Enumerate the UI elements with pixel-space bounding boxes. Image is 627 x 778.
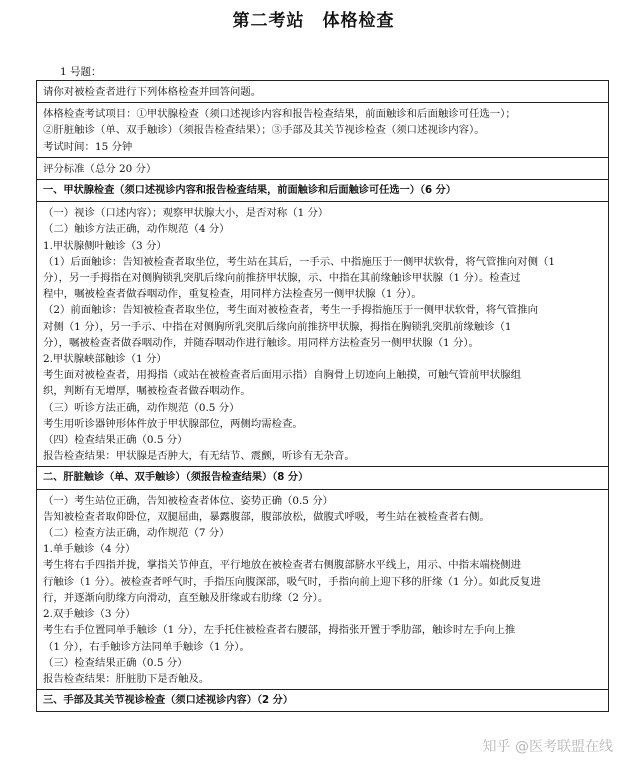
section-2-line: （二）检查方法正确，动作规范（7 分） <box>43 527 230 540</box>
section-2-line: 1.单手触诊（4 分） <box>43 543 136 556</box>
section-1-header <box>37 180 608 202</box>
section-2-body <box>37 490 608 690</box>
section-2-line: 告知被检查者取仰卧位，双腿屈曲，暴露腹部，腹部放松，做腹式呼吸，考生站在被检查者右侧。 <box>43 510 490 523</box>
exam-items-row <box>37 103 608 158</box>
section-2-header <box>37 467 608 489</box>
section-1-line: 程中，嘱被检查者做吞咽动作，重复检查，用同样方法检查另一侧甲状腺（1 分）。 <box>43 288 422 301</box>
section-2-line: 2.双手触诊（3 分） <box>43 608 136 621</box>
section-1-body <box>37 202 608 467</box>
section-1-line: 考生用听诊器钟形体件放于甲状腺部位，两侧均需检查。 <box>43 417 303 430</box>
intro-text: 请你对被检查者进行下列体格检查并回答问题。 <box>43 86 262 98</box>
section-1-line: （二）触诊方法正确，动作规范（4 分） <box>43 223 230 236</box>
section-1-title: 一、甲状腺检查（须口述视诊内容和报告检查结果，前面触诊和后面触诊可任选一）（6 分） <box>43 185 457 197</box>
section-2-line: 报告检查结果：肝脏肋下是否触及。 <box>43 672 210 685</box>
section-1-line: 织，判断有无增厚，嘱被检查者做吞咽动作。 <box>43 385 251 398</box>
section-1-line: （四）检查结果正确（0.5 分） <box>43 434 188 447</box>
section-2-line: 行，并逐渐向肋缘方向滑动，直至触及肝缘或右肋缘（2 分）。 <box>43 591 329 604</box>
watermark: 知乎 @医考联盟在线 <box>482 739 613 755</box>
section-2-line: （一）考生站位正确，告知被检查者体位、姿势正确（0.5 分） <box>43 494 333 507</box>
section-3-title: 三、手部及其关节视诊检查（须口述视诊内容）（2 分） <box>43 695 294 707</box>
section-1-line: （三）听诊方法正确，动作规范（0.5 分） <box>43 401 240 414</box>
exam-item-line: 体格检查考试项目：①甲状腺检查（须口述视诊内容和报告检查结果，前面触诊和后面触诊可任选一）； <box>43 108 516 121</box>
exam-table <box>36 80 609 712</box>
section-1-line: 分），嘱被检查者做吞咽动作，并随吞咽动作进行触诊。用同样方法检查另一侧甲状腺（1 分）。 <box>43 336 479 349</box>
section-1-line: （1）后面触诊：告知被检查者取坐位，考生站在其后，一手示、中指施压于一侧甲状软骨，将气管推向对侧（1 <box>43 255 555 268</box>
section-3-header <box>37 690 608 711</box>
exam-item-line: 考试时间：15 分钟 <box>43 140 133 153</box>
section-1-line: 1.甲状腺侧叶触诊（3 分） <box>43 239 167 252</box>
exam-item-line: ②肝脏触诊（单、双手触诊）（须报告检查结果）；③手部及其关节视诊检查（须口述视诊内容）。 <box>43 124 485 137</box>
section-1-line: 报告检查结果：甲状腺是否肿大，有无结节、震颤，听诊有无杂音。 <box>43 450 355 463</box>
section-1-line: 考生面对被检查者，用拇指（或站在被检查者后面用示指）自胸骨上切迹向上触摸，可触气管前甲状腺组 <box>43 369 521 382</box>
page-title: 第二考站 体格检查 <box>232 11 395 31</box>
section-2-line: 考生右手位置同单手触诊（1 分），左手托住被检查者右腰部，拇指张开置于季肋部，触诊时左手向上推 <box>43 624 516 637</box>
intro-row <box>37 81 608 103</box>
section-2-line: （1 分），右手触诊方法同单手触诊（1 分）。 <box>43 640 250 653</box>
section-2-title: 二、肝脏触诊（单、双手触诊）（须报告检查结果）（8 分） <box>43 472 309 484</box>
section-1-line: 对侧（1 分），另一手示、中指在对侧胸所乳突肌后缘向前推挤甲状腺，拇指在胸锁乳突肌前缘触诊（1 <box>43 320 512 333</box>
scoring-text: 评分标准（总分 20 分） <box>43 162 157 175</box>
section-2-line: 行触诊（1 分）。被检查者呼气时，手指压向腹深部，吸气时，手指向前上迎下移的肝缘（1 分）。如此反复进 <box>43 575 541 588</box>
section-1-line: （一）视诊（口述内容）；观察甲状腺大小，是否对称（1 分） <box>43 207 329 220</box>
section-1-line: 2.甲状腺峡部触诊（1 分） <box>43 353 167 366</box>
section-2-line: （三）检查结果正确（0.5 分） <box>43 656 188 669</box>
section-1-line: （2）前面触诊：告知被检查者取坐位，考生面对被检查者，考生一手拇指施压于一侧甲状软骨，将气管推向 <box>43 304 538 317</box>
section-1-line: 分），另一手拇指在对侧胸锁乳突肌后缘向前推挤甲状腺，示、中指在其前缘触诊甲状腺（1 分）。检查过 <box>43 272 521 285</box>
question-number: 1 号题： <box>60 66 102 78</box>
section-2-line: 考生将右手四指并拢，掌指关节伸直，平行地放在被检查者右侧腹部脐水平线上，用示、中指末端桡侧进 <box>43 559 521 572</box>
scoring-row <box>37 158 608 180</box>
